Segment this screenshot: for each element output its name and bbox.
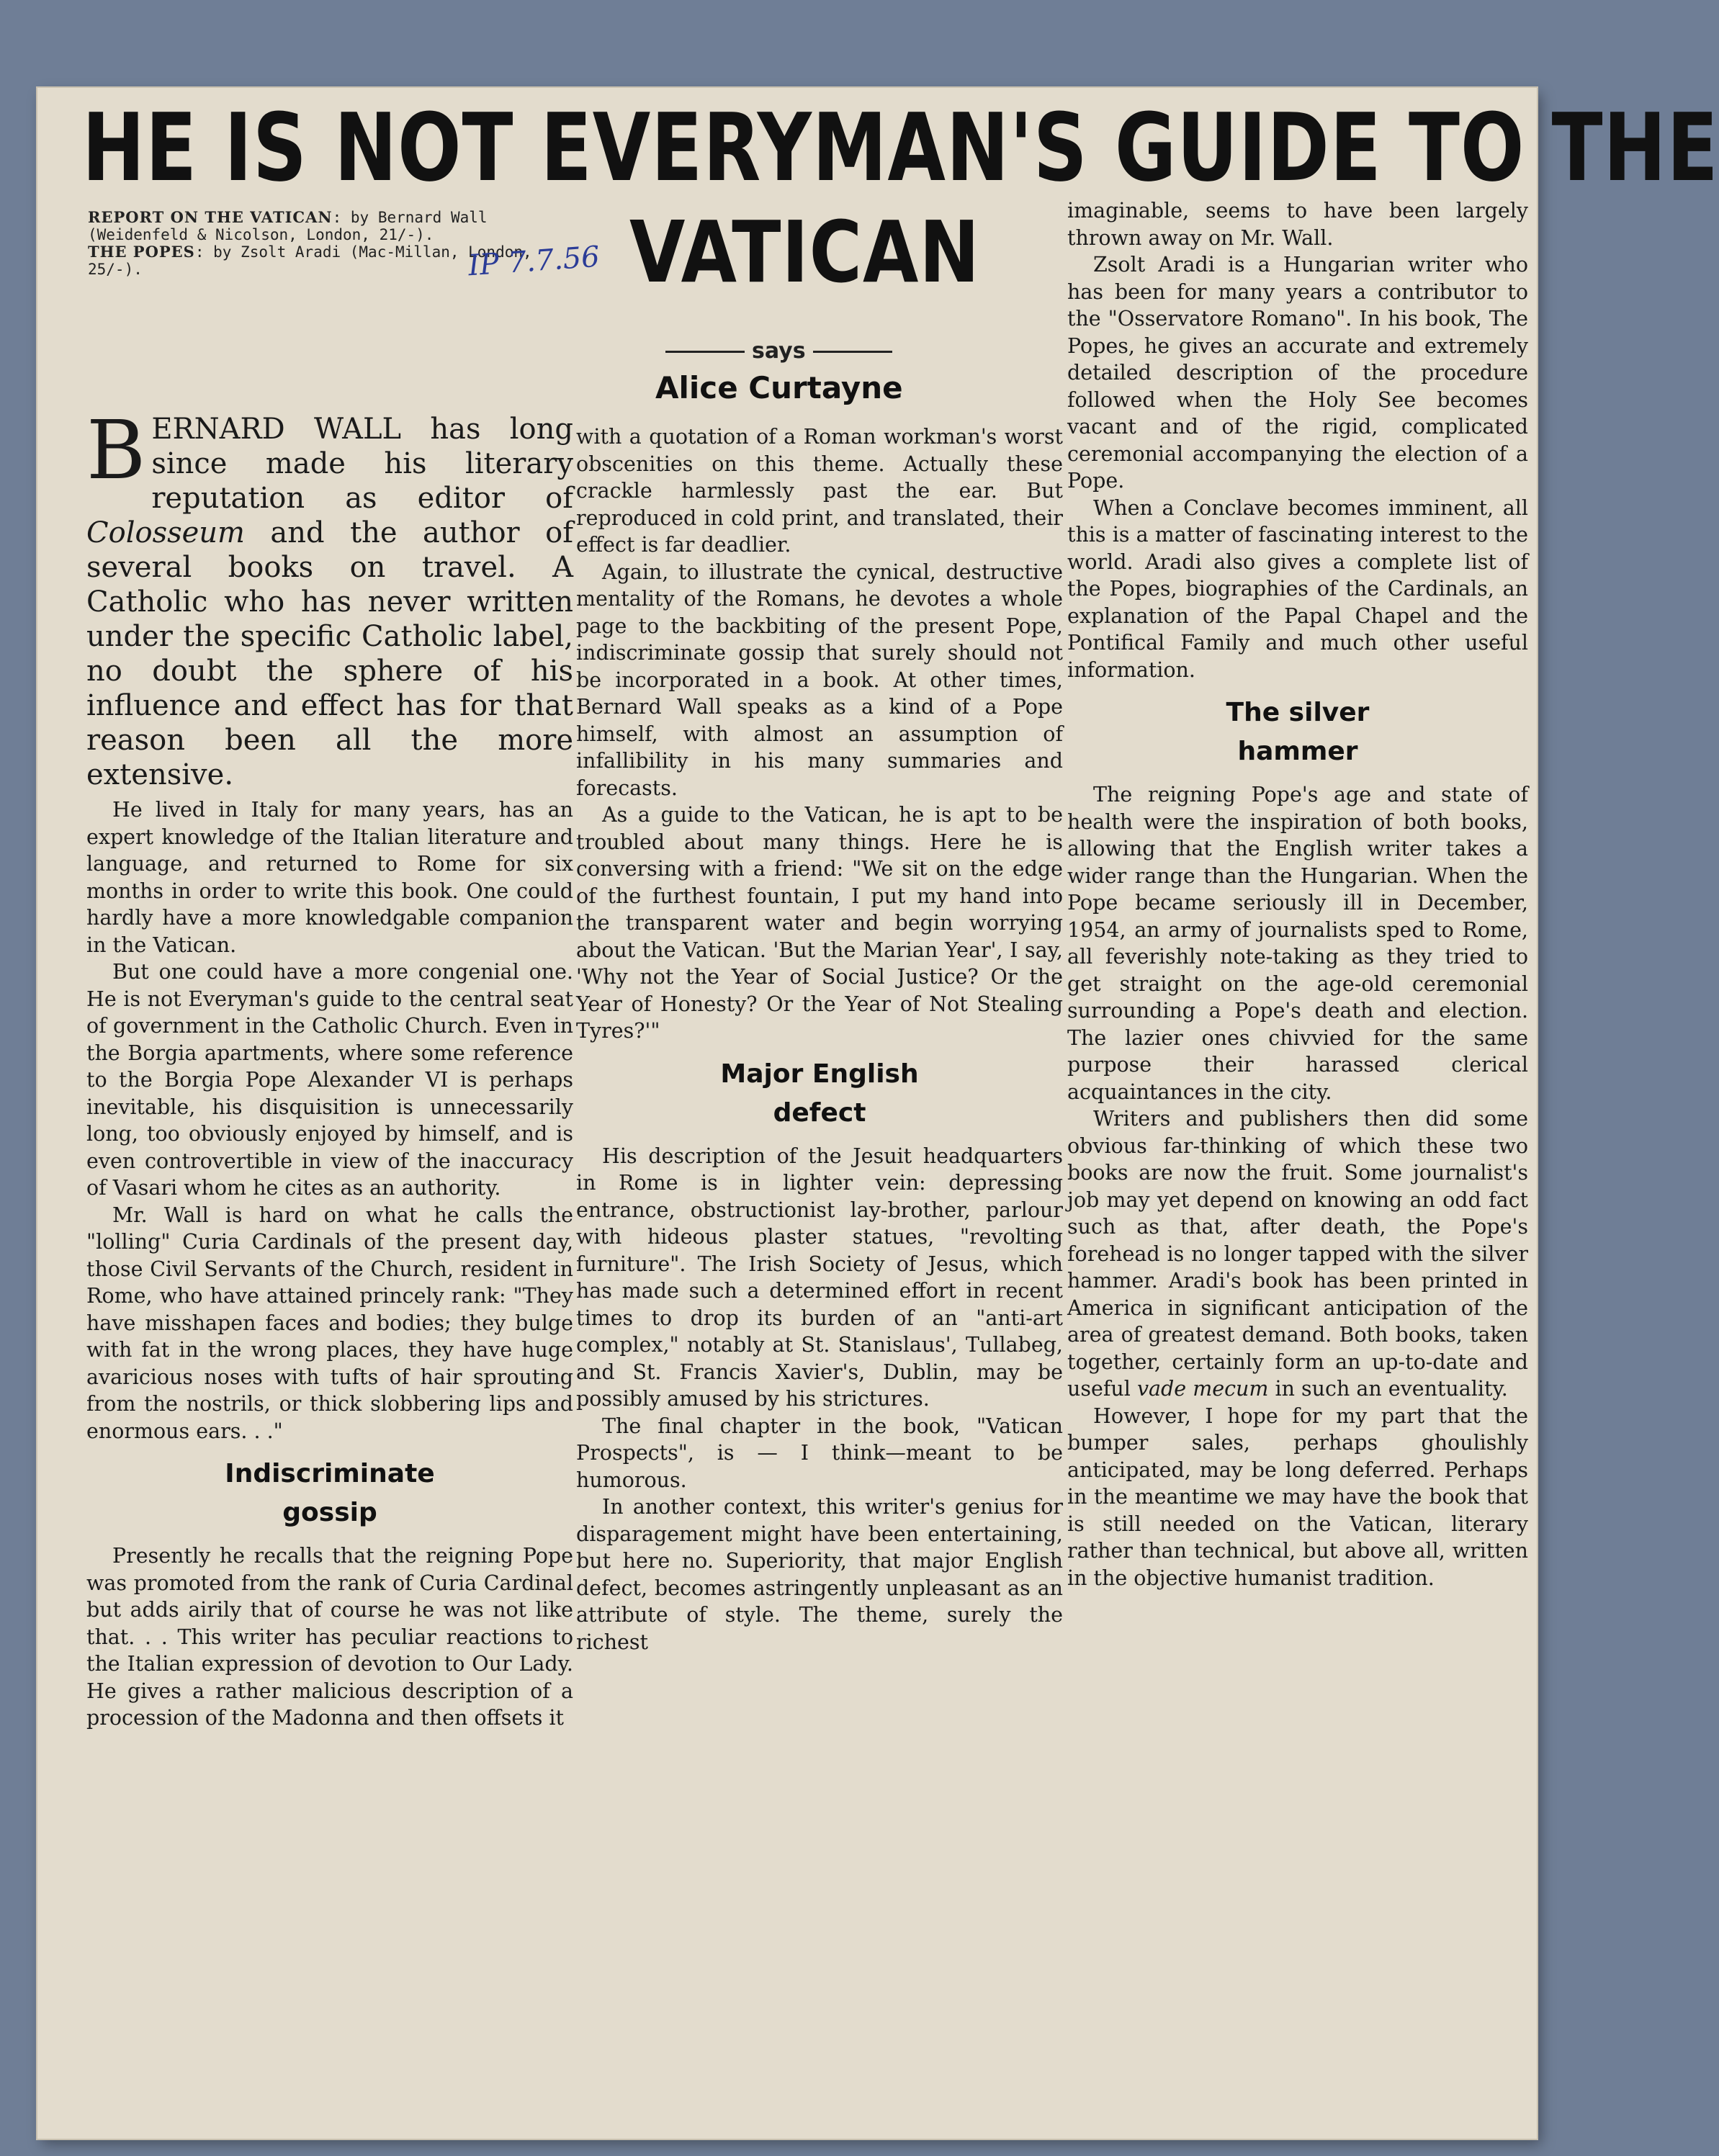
article-column-1 bbox=[86, 404, 573, 1732]
byline-rule bbox=[665, 351, 745, 353]
byline-rule bbox=[813, 351, 892, 353]
subheading-line: Major English bbox=[720, 1059, 919, 1089]
subheading-line: gossip bbox=[282, 1498, 377, 1527]
paragraph: However, I hope for my part that the bumper sales, perhaps ghoulishly anticipated, may be long deferred. Perhaps in the meantime we may have the book that is still needed on the Vatican, literary rather than technical, but above all, written in the objective humanist tradition. bbox=[1067, 1403, 1528, 1590]
lede-text: ERNARD WALL has long since made his literary reputation as editor of bbox=[151, 413, 573, 515]
paragraph: Mr. Wall is hard on what he calls the "lolling" Curia Cardinals of the present day, those Civil Servants of the Church, resident in Rome, who have attained princely rank: "They have misshapen faces and bodies; they bulge with fat in the wrong places, they have huge avaricious noses with tufts of hair sprouting from the nostrils, or thick slobbering lips and enormous ears. . ." bbox=[86, 1203, 573, 1443]
lede-italic: Colosseum bbox=[86, 516, 245, 549]
paragraph: imaginable, seems to have been largely thrown away on Mr. Wall. bbox=[1067, 199, 1528, 250]
byline-says-text: says bbox=[752, 338, 806, 364]
headline: HE IS NOT EVERYMAN'S GUIDE TO THE bbox=[82, 92, 1719, 203]
credit-title: REPORT ON THE VATICAN bbox=[88, 208, 333, 226]
paragraph bbox=[1067, 1105, 1528, 1403]
credit-title: THE POPES bbox=[88, 243, 195, 261]
subheading-the-silver-hammer bbox=[1067, 693, 1528, 771]
subheading-major-english-defect bbox=[576, 1055, 1063, 1133]
paragraph: In another context, this writer's genius for disparagement might have been entertaining, but here no. Superiority, that major English defect, becomes astringently unpleasant as an attribute of style. The theme, surely the richest bbox=[576, 1495, 1063, 1654]
subheading-line: hammer bbox=[1237, 737, 1358, 766]
credit-details: : by Zsolt Aradi (Mac-Millan, London, 25/-). bbox=[88, 243, 532, 278]
paragraph: Zsolt Aradi is a Hungarian writer who has been for many years a contributor to the "Osservatore Romano". In his book, The Popes, he gives an accurate and extremely detailed description of the procedure followed when the Holy See becomes vacant and of the rigid, complicated ceremonial accompanying the election of a Pope. bbox=[1067, 253, 1528, 493]
article-column-3 bbox=[1067, 197, 1528, 1591]
paragraph: The reigning Pope's age and state of health were the inspiration of both books, allowing that the English writer takes a wider range than the Hungarian. When the Pope became seriously ill in December, 1954, an army of journalists sped to Rome, all feverishly note-taking as they tried to get straight on the age-old ceremonial surrounding a Pope's death and election. The lazier ones chivvied for the same purpose their harassed clerical acquaintances in the city. bbox=[1067, 783, 1528, 1104]
article-column-2 bbox=[576, 423, 1063, 1656]
byline-says bbox=[658, 338, 899, 364]
headline-line2: VATICAN bbox=[629, 202, 981, 302]
drop-cap: B bbox=[86, 404, 146, 498]
subheading-line: The silver bbox=[1226, 698, 1370, 727]
paragraph: But one could have a more congenial one. He is not Everyman's guide to the central seat of government in the Catholic Church. Even in the Borgia apartments, where some reference to the Borgia Pope Alexander VI is perhaps inevitable, his disquisition is unnecessarily long, too obviously enjoyed by himself, and is even controvertible in view of the inaccuracy of Vasari whom he cites as an authority. bbox=[86, 960, 573, 1200]
paragraph: Again, to illustrate the cynical, destructive mentality of the Romans, he devotes a whole page to the backbiting of the present Pope, indiscriminate gossip that surely should not be incorporated in a book. At other times, Bernard Wall speaks as a kind of a Pope himself, with almost an assumption of infallibility in his many summaries and forecasts. bbox=[576, 560, 1063, 800]
subheading-line: defect bbox=[773, 1097, 866, 1128]
paragraph: When a Conclave becomes imminent, all this is a matter of fascinating interest to the world. Aradi also gives a complete list of the Popes, biographies of the Cardinals, an explanation of the Papal Chapel and the Pontifical Family and much other useful information. bbox=[1067, 495, 1528, 682]
subheading-line: Indiscriminate bbox=[225, 1459, 435, 1488]
lede-text: and the author of several books on travel. A Catholic who has never written under the specific Catholic label, no doubt the sphere of his influence and effect has for that reason been all the more extensive. bbox=[86, 516, 573, 791]
paragraph-italic: vade mecum bbox=[1136, 1377, 1269, 1401]
lede-paragraph bbox=[86, 404, 573, 792]
paragraph: The final chapter in the book, "Vatican Prospects", is — I think—meant to be humorous. bbox=[576, 1414, 1063, 1492]
paragraph: Presently he recalls that the reigning Pope was promoted from the rank of Curia Cardinal but adds airily that of course he was not like that. . . This writer has peculiar reactions to the Italian expression of devotion to Our Lady. He gives a rather malicious description of a procession of the Madonna and then offsets it bbox=[86, 1544, 573, 1730]
paragraph: His description of the Jesuit headquarters in Rome is in lighter vein: depressing entrance, obstructionist lay-brother, parlour with hideous plaster statues, "revolting furniture". The Irish Society of Jesus, which has made such a determined effort in recent times to drop its burden of an "anti-art complex," notably at St. Stanislaus', Tullabeg, and St. Francis Xavier's, Dublin, may be possibly amused by his strictures. bbox=[576, 1144, 1063, 1411]
credit-report-on-the-vatican bbox=[88, 209, 592, 243]
paragraph-text: in such an eventuality. bbox=[1268, 1377, 1508, 1401]
credit-details: : by Bernard Wall (Weidenfeld & Nicolson, London, 21/-). bbox=[88, 209, 488, 243]
newspaper-clipping bbox=[37, 88, 1719, 2139]
handwritten-date-annotation: IP 7.7.56 bbox=[467, 240, 601, 283]
paragraph: with a quotation of a Roman workman's worst obscenities on this theme. Actually these crackle harmlessly past the ear. But reproduced in cold print, and translated, their effect is far deadlier. bbox=[576, 425, 1063, 557]
byline-author: Alice Curtayne bbox=[655, 370, 903, 405]
subheading-indiscriminate-gossip bbox=[86, 1455, 573, 1532]
paragraph: He lived in Italy for many years, has an expert knowledge of the Italian literature and language, and returned to Rome for six months in order to write this book. One could hardly have a more knowledgable companion in the Vatican. bbox=[86, 798, 573, 957]
paragraph-text: Writers and publishers then did some obvious far-thinking of which these two books are now the fruit. Some journalist's job may yet depend on knowing an odd fact such as that, after death, the Pope's forehead is no longer tapped with the silver hammer. Aradi's book has been printed in America in significant anticipation of the area of greatest demand. Both books, taken together, certainly form an up-to-date and useful bbox=[1067, 1107, 1528, 1401]
paragraph: As a guide to the Vatican, he is apt to be troubled about many things. Here he is conversing with a friend: "We sit on the edge of the furthest fountain, I put my hand into the transparent water and begin worrying about the Vatican. 'But the Marian Year', I say, 'Why not the Year of Social Justice? Or the Year of Honesty? Or the Year of Not Stealing Tyres?'" bbox=[576, 803, 1063, 1043]
